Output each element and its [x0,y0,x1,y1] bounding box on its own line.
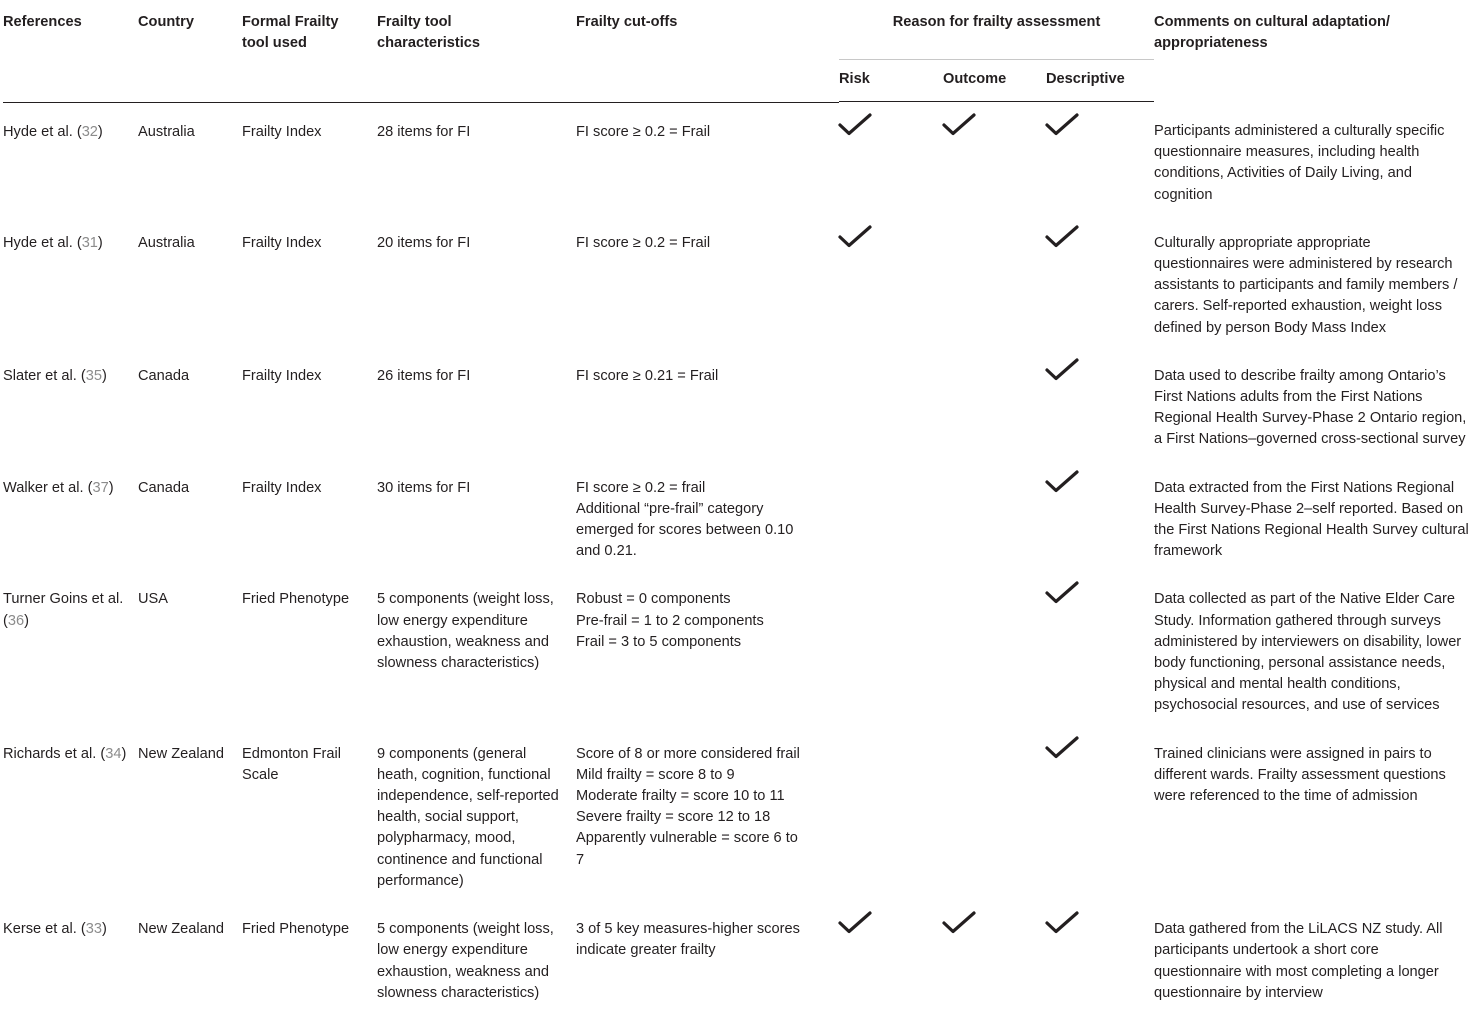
header-risk: Risk [839,60,943,102]
cutoff-line: Robust = 0 components [576,591,731,608]
cutoffs-cell [576,459,839,571]
header-references: References [3,14,82,30]
country-cell: Canada [138,367,190,384]
check-mark-icon [837,112,873,138]
characteristics-cell: 28 items for FI [377,123,471,140]
reference-close: ) [101,921,107,938]
reference-text: Richards et al. ( [3,745,106,762]
reference-close: ) [108,479,114,496]
reference-close: ) [101,367,107,384]
reference-cell [3,900,138,1012]
reference-cell [3,214,138,347]
characteristics-cell: 5 components (weight loss, low energy expenditure exhaustion, weakness and slowness characteristics) [377,591,554,672]
check-mark-icon [941,910,977,936]
comments-cell: Data used to describe frailty among Ontario’s First Nations adults from the First Nations Regional Health Survey-Phase 2 Ontario region, a First Nations–governed cross-sectional survey [1154,367,1467,448]
comments-cell: Data extracted from the First Nations Regional Health Survey-Phase 2–self reported. Based on the First Nations Regional Health Survey cultural framework [1154,479,1469,560]
table-row [3,102,1469,214]
outcome-cell [943,347,1046,459]
header-reason-group: Reason for frailty assessment [839,0,1154,60]
reference-close: ) [97,234,103,251]
outcome-cell [943,725,1046,900]
reference-close: ) [97,123,103,140]
reference-link[interactable]: 32 [81,123,98,140]
cutoffs-cell [576,900,839,1012]
outcome-cell [943,570,1046,724]
cutoffs-cell [576,725,839,900]
frailty-table [3,0,1469,1012]
reference-text: Walker et al. ( [3,479,93,496]
outcome-cell [943,214,1046,347]
country-cell: New Zealand [138,745,224,762]
reference-text: Turner Goins et al. ( [3,591,124,629]
reference-cell [3,459,138,571]
cutoffs-cell [576,214,839,347]
header-tool: Formal Frailty tool used [242,14,339,52]
cutoff-line: Additional “pre-frail” category emerged for scores between 0.10 and 0.21. [576,500,794,560]
check-mark-icon [1044,112,1080,138]
table-row [3,214,1469,347]
tool-cell: Frailty Index [242,234,322,251]
comments-cell: Participants administered a culturally specific questionnaire measures, including health conditions, Activities of Daily Living, and cognition [1154,123,1445,203]
cutoffs-cell [576,347,839,459]
cutoff-line: Apparently vulnerable = score 6 to 7 [576,830,798,868]
reference-text: Hyde et al. ( [3,234,82,251]
header-comments: Comments on cultural adaptation/ appropriateness [1154,14,1390,52]
tool-cell: Frailty Index [242,479,322,496]
descriptive-cell [1046,900,1154,1012]
cutoffs-cell [576,570,839,724]
header-descriptive: Descriptive [1046,60,1154,102]
reference-link[interactable]: 35 [85,367,102,384]
header-cutoffs: Frailty cut-offs [576,14,678,30]
characteristics-cell: 26 items for FI [377,367,471,384]
country-cell: Australia [138,123,195,140]
outcome-cell [943,459,1046,571]
cutoff-line: Pre-frail = 1 to 2 components [576,612,764,629]
reference-link[interactable]: 33 [85,921,102,938]
check-mark-icon [1044,910,1080,936]
header-country: Country [138,14,194,30]
cutoff-line: FI score ≥ 0.2 = Frail [576,234,711,251]
risk-cell [839,347,943,459]
cutoff-line: FI score ≥ 0.2 = Frail [576,123,711,140]
table-row [3,347,1469,459]
check-mark-icon [837,224,873,250]
tool-cell: Frailty Index [242,123,322,140]
check-mark-icon [1044,735,1080,761]
characteristics-cell: 5 components (weight loss, low energy expenditure exhaustion, weakness and slowness characteristics) [377,921,554,1001]
check-mark-icon [1044,469,1080,495]
check-mark-icon [1044,580,1080,606]
comments-cell: Culturally appropriate appropriate questionnaires were administered by research assistants to participants and family members / carers. Self-reported exhaustion, weight loss defined by person Body Mass Index [1154,234,1458,336]
tool-cell: Edmonton Frail Scale [242,745,341,783]
reference-text: Slater et al. ( [3,367,86,384]
reference-cell [3,347,138,459]
descriptive-cell [1046,102,1154,214]
cutoff-line: Moderate frailty = score 10 to 11 [576,788,785,805]
table-row [3,459,1469,571]
cutoff-line: 3 of 5 key measures-higher scores indicate greater frailty [576,921,800,959]
cutoff-line: Frail = 3 to 5 components [576,633,742,650]
header-outcome: Outcome [943,60,1046,102]
reference-cell [3,570,138,724]
characteristics-cell: 9 components (general heath, cognition, functional independence, self-reported health, social support, polypharmacy, mood, continence and functional performance) [377,745,559,889]
reference-cell [3,725,138,900]
reference-close: ) [121,745,127,762]
reference-text: Hyde et al. ( [3,123,82,140]
reference-cell [3,102,138,214]
characteristics-cell: 30 items for FI [377,479,471,496]
cutoff-line: Severe frailty = score 12 to 18 [576,809,771,826]
cutoff-line: Mild frailty = score 8 to 9 [576,766,735,783]
cutoffs-cell [576,102,839,214]
tool-cell: Frailty Index [242,367,322,384]
reference-text: Kerse et al. ( [3,921,86,938]
characteristics-cell: 20 items for FI [377,234,471,251]
outcome-cell [943,900,1046,1012]
check-mark-icon [941,112,977,138]
cutoff-line: Score of 8 or more considered frail [576,745,800,762]
reference-link[interactable]: 34 [105,745,122,762]
check-mark-icon [1044,224,1080,250]
tool-cell: Fried Phenotype [242,921,350,938]
risk-cell [839,459,943,571]
country-cell: USA [138,591,169,608]
table-row [3,570,1469,724]
comments-cell: Data collected as part of the Native Elder Care Study. Information gathered through surveys administered by interviewers on disability, lower body functioning, personal assistance needs, physical and mental health conditions, psychosocial resources, and use of services [1154,591,1462,714]
comments-cell: Data gathered from the LiLACS NZ study. All participants undertook a short core questionnaire with most completing a longer questionnaire by interview [1154,921,1443,1001]
check-mark-icon [1044,357,1080,383]
descriptive-cell [1046,459,1154,571]
header-characteristics: Frailty tool characteristics [377,14,481,52]
outcome-cell [943,102,1046,214]
risk-cell [839,102,943,214]
check-mark-icon [837,910,873,936]
cutoff-line: FI score ≥ 0.21 = Frail [576,367,719,384]
risk-cell [839,214,943,347]
table-row [3,900,1469,1012]
country-cell: New Zealand [138,921,224,938]
descriptive-cell [1046,214,1154,347]
country-cell: Canada [138,479,190,496]
reference-link[interactable]: 31 [81,234,98,251]
reference-close: ) [24,612,29,629]
descriptive-cell [1046,725,1154,900]
tool-cell: Fried Phenotype [242,591,350,608]
descriptive-cell [1046,570,1154,724]
table-body [3,102,1469,1012]
risk-cell [839,900,943,1012]
descriptive-cell [1046,347,1154,459]
reference-link[interactable]: 37 [92,479,109,496]
country-cell: Australia [138,234,195,251]
reference-link[interactable]: 36 [7,612,25,629]
risk-cell [839,725,943,900]
risk-cell [839,570,943,724]
cutoff-line: FI score ≥ 0.2 = frail [576,479,706,496]
table-row [3,725,1469,900]
comments-cell: Trained clinicians were assigned in pairs to different wards. Frailty assessment questions were referenced to the time of admission [1154,745,1446,805]
